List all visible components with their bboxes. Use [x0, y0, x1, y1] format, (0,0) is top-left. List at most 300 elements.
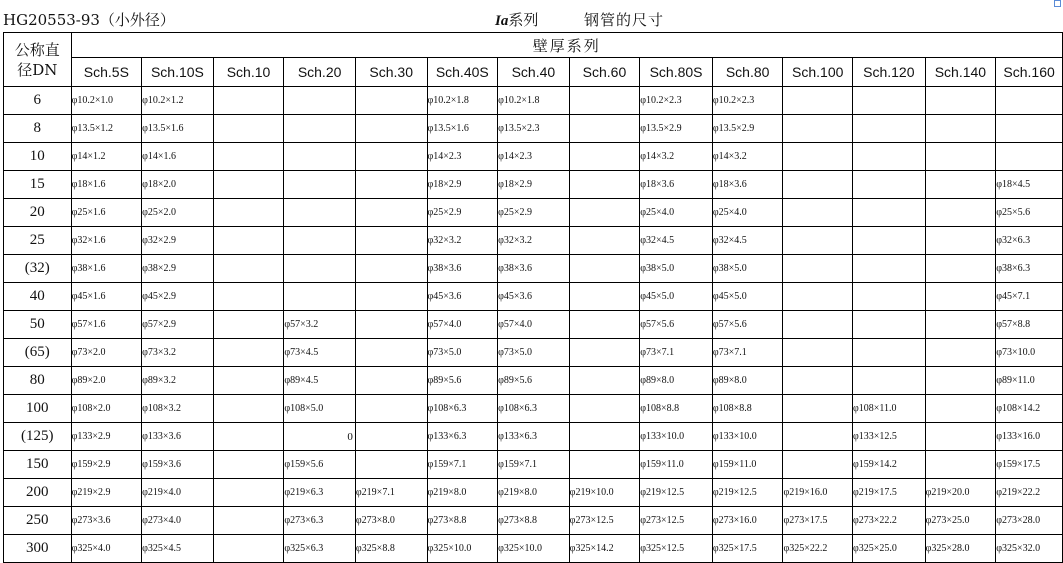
- table-row: [4, 87, 1063, 115]
- table-row: [4, 535, 1063, 563]
- size-cell: φ32×4.5: [712, 227, 783, 255]
- size-cell: [284, 227, 356, 255]
- size-cell: φ133×12.5: [853, 423, 926, 451]
- size-cell: φ133×6.3: [498, 423, 570, 451]
- size-cell: φ25×1.6: [71, 199, 142, 227]
- dn-cell: 8: [4, 115, 72, 143]
- size-cell: [569, 283, 640, 311]
- size-cell: [213, 395, 284, 423]
- size-cell: φ159×11.0: [712, 451, 783, 479]
- table-row: [4, 507, 1063, 535]
- size-cell: φ89×2.0: [71, 367, 142, 395]
- dn-cell: 250: [4, 507, 72, 535]
- standard-code: HG20553-93（小外径）: [3, 11, 175, 29]
- size-cell: φ45×3.6: [427, 283, 498, 311]
- size-cell: [925, 451, 996, 479]
- size-cell: [853, 255, 926, 283]
- size-cell: φ57×5.6: [712, 311, 783, 339]
- size-cell: [213, 115, 284, 143]
- size-cell: φ273×8.8: [427, 507, 498, 535]
- size-cell: [213, 199, 284, 227]
- dn-cell: 200: [4, 479, 72, 507]
- size-cell: φ89×11.0: [996, 367, 1063, 395]
- size-cell: [783, 451, 853, 479]
- size-cell: φ10.2×1.2: [142, 87, 214, 115]
- size-cell: φ108×8.8: [712, 395, 783, 423]
- size-cell: φ18×4.5: [996, 171, 1063, 199]
- size-cell: φ108×11.0: [853, 395, 926, 423]
- size-cell: [213, 255, 284, 283]
- size-cell: [569, 367, 640, 395]
- size-cell: [925, 115, 996, 143]
- table-row: [4, 115, 1063, 143]
- size-cell: φ325×25.0: [853, 535, 926, 563]
- size-cell: φ325×4.5: [142, 535, 214, 563]
- size-cell: φ219×12.5: [712, 479, 783, 507]
- size-cell: φ18×2.0: [142, 171, 214, 199]
- size-cell: φ25×2.9: [498, 199, 570, 227]
- size-cell: φ25×2.9: [427, 199, 498, 227]
- size-cell: φ159×7.1: [427, 451, 498, 479]
- table-row: [4, 339, 1063, 367]
- dn-header-line1: 公称直: [14, 40, 60, 59]
- size-cell: φ159×7.1: [498, 451, 570, 479]
- size-cell: [783, 339, 853, 367]
- size-cell: φ25×2.0: [142, 199, 214, 227]
- size-cell: [996, 87, 1063, 115]
- size-cell: [783, 171, 853, 199]
- size-cell: φ273×25.0: [925, 507, 996, 535]
- size-cell: φ133×6.3: [427, 423, 498, 451]
- size-cell: φ45×2.9: [142, 283, 214, 311]
- size-cell: φ325×17.5: [712, 535, 783, 563]
- size-cell: φ57×1.6: [71, 311, 142, 339]
- dn-cell: 80: [4, 367, 72, 395]
- table-row: [4, 395, 1063, 423]
- size-cell: [355, 423, 427, 451]
- size-cell: φ89×4.5: [284, 367, 356, 395]
- size-cell: φ325×12.5: [640, 535, 713, 563]
- table-row: [4, 367, 1063, 395]
- size-cell: [213, 311, 284, 339]
- size-cell: [853, 311, 926, 339]
- size-cell: φ38×5.0: [712, 255, 783, 283]
- size-cell: φ13.5×2.9: [712, 115, 783, 143]
- size-cell: φ57×2.9: [142, 311, 214, 339]
- size-cell: φ25×5.6: [996, 199, 1063, 227]
- size-cell: φ108×2.0: [71, 395, 142, 423]
- size-cell: φ73×3.2: [142, 339, 214, 367]
- size-cell: φ57×5.6: [640, 311, 713, 339]
- size-cell: [355, 283, 427, 311]
- table-row: [4, 171, 1063, 199]
- size-cell: φ10.2×1.8: [427, 87, 498, 115]
- size-cell: φ14×2.3: [427, 143, 498, 171]
- size-cell: φ273×12.5: [640, 507, 713, 535]
- wall-thickness-header: 壁厚系列: [71, 33, 1062, 58]
- size-cell: [569, 255, 640, 283]
- size-cell: [213, 451, 284, 479]
- size-cell: [569, 87, 640, 115]
- size-cell: [925, 199, 996, 227]
- dn-cell: (32): [4, 255, 72, 283]
- size-cell: φ13.5×1.6: [427, 115, 498, 143]
- schedule-header: Sch.30: [355, 58, 427, 87]
- size-cell: [783, 255, 853, 283]
- size-cell: [853, 87, 926, 115]
- size-cell: φ73×5.0: [498, 339, 570, 367]
- schedule-header: Sch.120: [853, 58, 926, 87]
- size-cell: φ73×10.0: [996, 339, 1063, 367]
- size-cell: φ219×4.0: [142, 479, 214, 507]
- size-cell: φ89×8.0: [712, 367, 783, 395]
- size-cell: [783, 87, 853, 115]
- table-row: [4, 255, 1063, 283]
- size-cell: φ45×5.0: [712, 283, 783, 311]
- size-cell: φ273×22.2: [853, 507, 926, 535]
- size-cell: [213, 507, 284, 535]
- size-cell: φ273×8.0: [355, 507, 427, 535]
- size-cell: [925, 143, 996, 171]
- size-cell: φ108×6.3: [498, 395, 570, 423]
- size-cell: φ219×17.5: [853, 479, 926, 507]
- size-cell: φ57×4.0: [427, 311, 498, 339]
- size-cell: [569, 115, 640, 143]
- size-cell: [925, 339, 996, 367]
- dn-cell: 150: [4, 451, 72, 479]
- size-cell: [853, 339, 926, 367]
- size-cell: φ219×22.2: [996, 479, 1063, 507]
- schedule-header: Sch.5S: [71, 58, 142, 87]
- size-cell: φ325×28.0: [925, 535, 996, 563]
- size-cell: [355, 451, 427, 479]
- size-cell: φ89×5.6: [498, 367, 570, 395]
- size-cell: [284, 283, 356, 311]
- size-cell: [853, 283, 926, 311]
- size-cell: φ45×1.6: [71, 283, 142, 311]
- size-cell: φ325×8.8: [355, 535, 427, 563]
- size-cell: [569, 339, 640, 367]
- table-row: [4, 479, 1063, 507]
- size-cell: φ159×3.6: [142, 451, 214, 479]
- size-cell: [569, 227, 640, 255]
- size-cell: [213, 535, 284, 563]
- dn-cell: (125): [4, 423, 72, 451]
- size-cell: φ273×8.8: [498, 507, 570, 535]
- size-cell: [783, 283, 853, 311]
- size-cell: [213, 171, 284, 199]
- size-cell: [213, 423, 284, 451]
- size-cell: [284, 143, 356, 171]
- size-cell: φ73×7.1: [640, 339, 713, 367]
- size-cell: φ57×3.2: [284, 311, 356, 339]
- size-cell: φ38×3.6: [427, 255, 498, 283]
- size-cell: φ45×5.0: [640, 283, 713, 311]
- size-cell: [925, 283, 996, 311]
- size-cell: φ73×5.0: [427, 339, 498, 367]
- size-cell: φ159×2.9: [71, 451, 142, 479]
- size-cell: φ18×3.6: [640, 171, 713, 199]
- size-cell: [783, 395, 853, 423]
- size-cell: φ133×10.0: [712, 423, 783, 451]
- size-cell: [355, 367, 427, 395]
- schedule-header: Sch.140: [925, 58, 996, 87]
- size-cell: φ133×10.0: [640, 423, 713, 451]
- size-cell: φ219×10.0: [569, 479, 640, 507]
- size-cell: φ325×4.0: [71, 535, 142, 563]
- size-cell: φ89×5.6: [427, 367, 498, 395]
- size-cell: [925, 423, 996, 451]
- table-row: [4, 283, 1063, 311]
- size-cell: φ89×3.2: [142, 367, 214, 395]
- size-cell: φ18×3.6: [712, 171, 783, 199]
- size-cell: [925, 87, 996, 115]
- title-row: [0, 0, 1063, 32]
- schedule-header: Sch.20: [284, 58, 356, 87]
- schedule-header: Sch.40S: [427, 58, 498, 87]
- size-cell: φ32×4.5: [640, 227, 713, 255]
- schedule-header: Sch.60: [569, 58, 640, 87]
- size-cell: φ38×6.3: [996, 255, 1063, 283]
- size-cell: φ325×10.0: [427, 535, 498, 563]
- series-suffix: 系列: [508, 11, 539, 29]
- size-cell: [853, 199, 926, 227]
- dn-cell: 25: [4, 227, 72, 255]
- table-row: [4, 423, 1063, 451]
- schedule-header: Sch.160: [996, 58, 1063, 87]
- size-cell: [783, 199, 853, 227]
- size-cell: φ273×16.0: [712, 507, 783, 535]
- size-cell: 0: [284, 423, 356, 451]
- size-cell: [213, 479, 284, 507]
- size-cell: φ108×8.8: [640, 395, 713, 423]
- size-cell: φ73×2.0: [71, 339, 142, 367]
- size-cell: φ38×2.9: [142, 255, 214, 283]
- size-cell: φ108×3.2: [142, 395, 214, 423]
- dn-cell: 50: [4, 311, 72, 339]
- size-cell: φ14×3.2: [640, 143, 713, 171]
- size-cell: [853, 115, 926, 143]
- size-cell: [213, 367, 284, 395]
- dn-header: [4, 33, 72, 87]
- size-cell: [284, 171, 356, 199]
- dn-cell: 300: [4, 535, 72, 563]
- size-cell: φ89×8.0: [640, 367, 713, 395]
- table-row: [4, 143, 1063, 171]
- dn-cell: 10: [4, 143, 72, 171]
- size-cell: φ273×28.0: [996, 507, 1063, 535]
- size-cell: φ32×3.2: [498, 227, 570, 255]
- size-cell: φ10.2×2.3: [640, 87, 713, 115]
- size-cell: [925, 311, 996, 339]
- size-cell: φ32×1.6: [71, 227, 142, 255]
- table-row: [4, 311, 1063, 339]
- size-cell: φ14×1.2: [71, 143, 142, 171]
- size-cell: [355, 143, 427, 171]
- size-cell: φ273×12.5: [569, 507, 640, 535]
- size-cell: [569, 199, 640, 227]
- size-cell: φ159×11.0: [640, 451, 713, 479]
- size-cell: φ38×1.6: [71, 255, 142, 283]
- size-cell: φ57×4.0: [498, 311, 570, 339]
- size-cell: φ38×5.0: [640, 255, 713, 283]
- corner-marker: [1054, 0, 1061, 7]
- size-cell: φ45×7.1: [996, 283, 1063, 311]
- size-cell: [355, 171, 427, 199]
- size-cell: [925, 255, 996, 283]
- size-cell: φ32×2.9: [142, 227, 214, 255]
- size-cell: [355, 311, 427, 339]
- table-row: [4, 451, 1063, 479]
- size-cell: [569, 395, 640, 423]
- size-cell: φ219×20.0: [925, 479, 996, 507]
- size-cell: [569, 171, 640, 199]
- size-cell: [569, 451, 640, 479]
- size-cell: φ10.2×2.3: [712, 87, 783, 115]
- schedule-header: Sch.80: [712, 58, 783, 87]
- size-cell: φ219×8.0: [498, 479, 570, 507]
- size-cell: φ219×2.9: [71, 479, 142, 507]
- size-cell: [355, 199, 427, 227]
- size-cell: [853, 143, 926, 171]
- size-cell: [569, 143, 640, 171]
- size-cell: φ14×3.2: [712, 143, 783, 171]
- size-cell: φ219×16.0: [783, 479, 853, 507]
- dn-cell: 100: [4, 395, 72, 423]
- size-cell: [213, 227, 284, 255]
- size-cell: [925, 227, 996, 255]
- size-cell: φ18×2.9: [498, 171, 570, 199]
- size-cell: φ13.5×2.9: [640, 115, 713, 143]
- dn-cell: 40: [4, 283, 72, 311]
- size-cell: [783, 423, 853, 451]
- size-cell: [783, 143, 853, 171]
- size-cell: [925, 171, 996, 199]
- size-cell: [284, 255, 356, 283]
- schedule-header: Sch.10S: [142, 58, 214, 87]
- size-cell: φ325×10.0: [498, 535, 570, 563]
- size-cell: φ10.2×1.0: [71, 87, 142, 115]
- size-cell: [355, 395, 427, 423]
- size-cell: φ32×3.2: [427, 227, 498, 255]
- dn-cell: 20: [4, 199, 72, 227]
- size-cell: φ219×8.0: [427, 479, 498, 507]
- size-cell: [569, 311, 640, 339]
- size-cell: φ159×17.5: [996, 451, 1063, 479]
- series-label: [495, 9, 538, 30]
- size-cell: [853, 171, 926, 199]
- size-cell: φ325×14.2: [569, 535, 640, 563]
- size-cell: [783, 311, 853, 339]
- size-cell: φ14×1.6: [142, 143, 214, 171]
- size-cell: φ108×5.0: [284, 395, 356, 423]
- size-cell: [783, 227, 853, 255]
- size-cell: [996, 143, 1063, 171]
- size-cell: φ133×3.6: [142, 423, 214, 451]
- dn-cell: 15: [4, 171, 72, 199]
- size-cell: φ25×4.0: [640, 199, 713, 227]
- size-cell: φ273×4.0: [142, 507, 214, 535]
- dn-cell: 6: [4, 87, 72, 115]
- size-cell: φ133×2.9: [71, 423, 142, 451]
- size-cell: φ108×14.2: [996, 395, 1063, 423]
- size-cell: φ159×14.2: [853, 451, 926, 479]
- pipe-size-table: [3, 32, 1063, 563]
- size-cell: φ14×2.3: [498, 143, 570, 171]
- size-cell: [284, 199, 356, 227]
- size-cell: φ219×7.1: [355, 479, 427, 507]
- size-cell: φ13.5×1.6: [142, 115, 214, 143]
- size-cell: φ13.5×1.2: [71, 115, 142, 143]
- size-cell: [925, 395, 996, 423]
- size-cell: φ159×5.6: [284, 451, 356, 479]
- dn-header-line2: 径DN: [17, 60, 58, 79]
- size-cell: [853, 367, 926, 395]
- size-cell: φ57×8.8: [996, 311, 1063, 339]
- size-cell: φ273×6.3: [284, 507, 356, 535]
- size-cell: φ73×7.1: [712, 339, 783, 367]
- table-row: [4, 199, 1063, 227]
- size-cell: φ219×6.3: [284, 479, 356, 507]
- size-cell: [355, 255, 427, 283]
- size-cell: [355, 227, 427, 255]
- size-cell: [213, 87, 284, 115]
- size-cell: [925, 367, 996, 395]
- size-cell: [355, 339, 427, 367]
- size-cell: [569, 423, 640, 451]
- table-body: [4, 87, 1063, 563]
- size-cell: φ273×17.5: [783, 507, 853, 535]
- size-cell: φ219×12.5: [640, 479, 713, 507]
- schedule-header: Sch.10: [213, 58, 284, 87]
- size-cell: φ108×6.3: [427, 395, 498, 423]
- table-row: [4, 227, 1063, 255]
- schedule-header: Sch.80S: [640, 58, 713, 87]
- size-cell: [284, 115, 356, 143]
- size-cell: [213, 143, 284, 171]
- size-cell: φ13.5×2.3: [498, 115, 570, 143]
- schedule-header: Sch.40: [498, 58, 570, 87]
- size-cell: [213, 339, 284, 367]
- size-cell: φ325×32.0: [996, 535, 1063, 563]
- size-cell: φ73×4.5: [284, 339, 356, 367]
- size-cell: φ38×3.6: [498, 255, 570, 283]
- size-cell: [355, 115, 427, 143]
- size-cell: φ45×3.6: [498, 283, 570, 311]
- size-cell: [213, 283, 284, 311]
- schedule-header: Sch.100: [783, 58, 853, 87]
- size-cell: φ325×6.3: [284, 535, 356, 563]
- size-cell: [284, 87, 356, 115]
- size-cell: φ18×2.9: [427, 171, 498, 199]
- size-cell: φ273×3.6: [71, 507, 142, 535]
- size-cell: φ32×6.3: [996, 227, 1063, 255]
- size-cell: [853, 227, 926, 255]
- size-cell: φ325×22.2: [783, 535, 853, 563]
- series-prefix: Ia: [495, 13, 509, 29]
- size-cell: φ10.2×1.8: [498, 87, 570, 115]
- page-title: 钢管的尺寸: [584, 11, 665, 29]
- size-cell: φ133×16.0: [996, 423, 1063, 451]
- size-cell: [783, 367, 853, 395]
- size-cell: [996, 115, 1063, 143]
- size-cell: [355, 87, 427, 115]
- schedule-header-row: [4, 58, 1063, 87]
- size-cell: φ18×1.6: [71, 171, 142, 199]
- size-cell: φ25×4.0: [712, 199, 783, 227]
- dn-cell: (65): [4, 339, 72, 367]
- size-cell: [783, 115, 853, 143]
